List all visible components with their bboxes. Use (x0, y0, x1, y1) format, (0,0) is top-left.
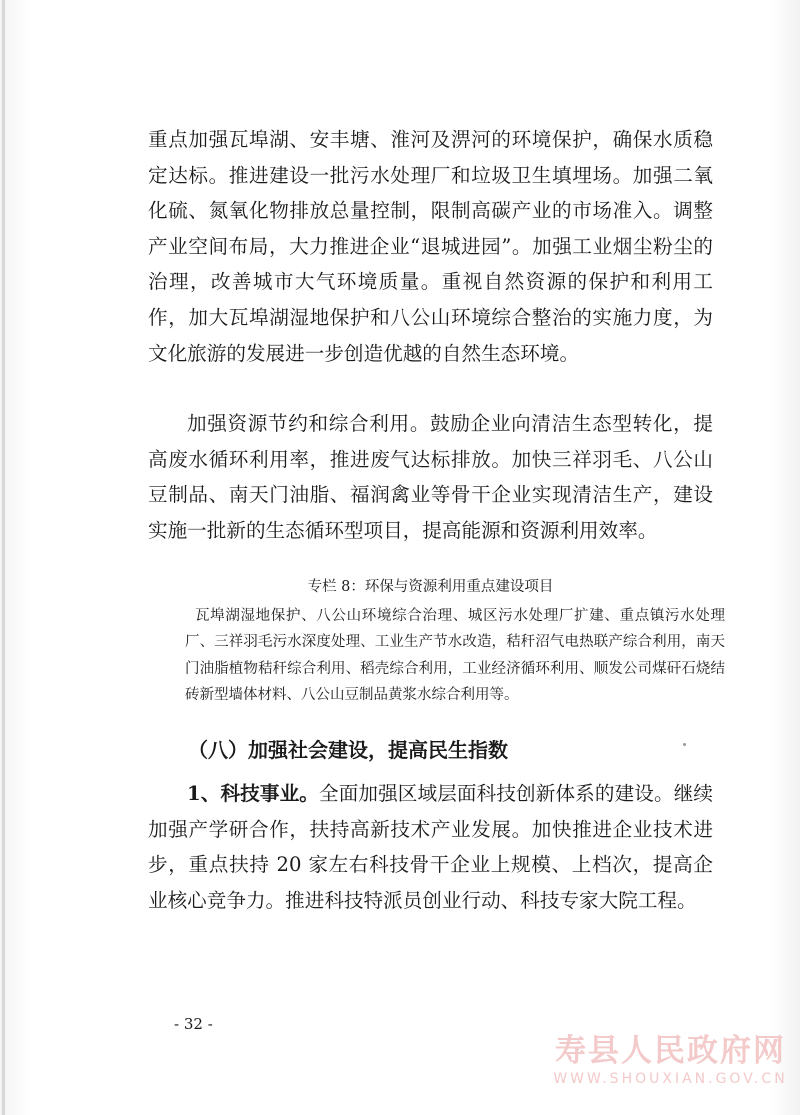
paragraph-resource-saving: 加强资源节约和综合利用。鼓励企业向清洁生态型转化，提高废水循环利用率，推进废气达标排放。加快三祥羽毛、八公山豆制品、南天门油脂、福润禽业等骨干企业实现清洁生产，建设实施一批新的生态循环型项目，提高能源和资源利用效率。 (148, 412, 713, 542)
subsection-text: 全面加强区域层面科技创新体系的建设。继续加强产学研合作，扶持高新技术产业发展。加快推进企业技术进步，重点扶持 20 家左右科技骨干企业上规模、上档次，提高企业核心竞争力。推进科技特派员创业行动、科技专家大院工程。 (148, 782, 713, 912)
column-box-body: 瓦埠湖湿地保护、八公山环境综合治理、城区污水处理厂扩建、重点镇污水处理厂、三祥羽毛污水深度处理、工业生产节水改造，秸秆沼气电热联产综合利用，南天门油脂植物秸秆综合利用、稻壳综合利用，工业经济循环利用、顺发公司煤矸石烧结砖新型墙体材料、八公山豆制品黄浆水综合利用等。 (185, 608, 725, 703)
column-box-title: 专栏 8：环保与资源利用重点建设项目 (307, 579, 554, 595)
page-number: - 32 - (174, 1015, 213, 1033)
paragraph-environment-protection: 重点加强瓦埠湖、安丰塘、淮河及淠河的环境保护，确保水质稳定达标。推进建设一批污水处理厂和垃圾卫生填埋场。加强二氧化硫、氮氧化物排放总量控制，限制高碳产业的市场准入。调整产业空间布局，大力推进企业“退城进园”。加强工业烟尘粉尘的治理，改善城市大气环境质量。重视自然资源的保护和利用工作，加大瓦埠湖湿地保护和八公山环境综合整治的实施力度，为文化旅游的发展进一步创造优越的自然生态环境。 (148, 128, 713, 365)
section-heading: （八）加强社会建设，提高民生指数 (188, 738, 508, 762)
scan-speck (683, 743, 686, 746)
site-watermark (548, 1032, 793, 1088)
watermark-site-name: 寿县人民政府网 (555, 1033, 786, 1069)
watermark-url: WWW.SHOUXIAN.GOV.CN (553, 1071, 788, 1087)
scan-edge (2, 0, 5, 1115)
paragraph-science-technology (148, 776, 713, 918)
subsection-lead: 1、科技事业。 (187, 782, 319, 805)
